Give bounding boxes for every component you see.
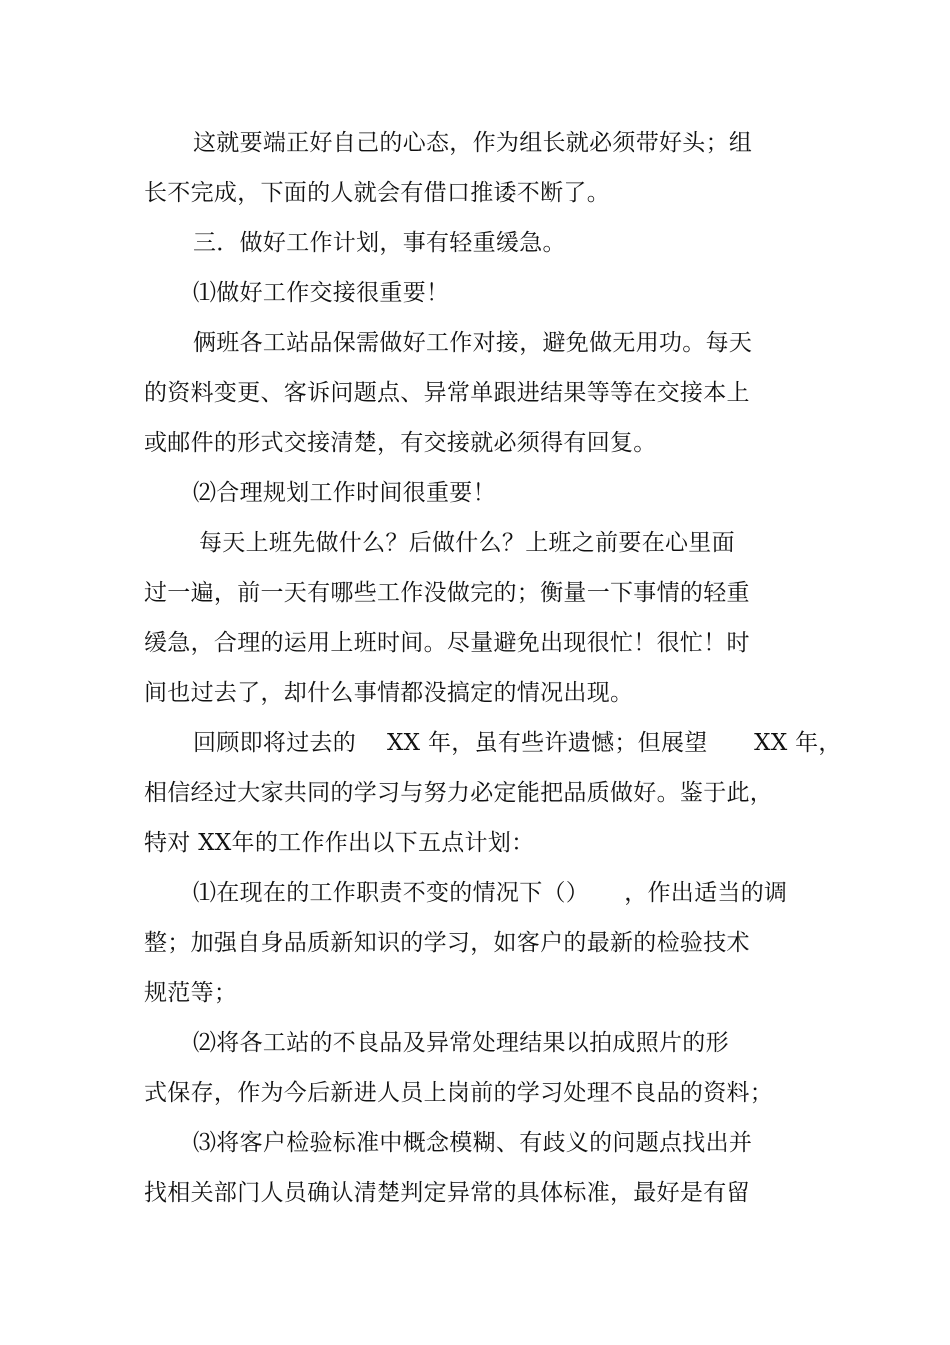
paragraph-line: 的资料变更、客诉问题点、异常单跟进结果等等在交接本上: [144, 380, 750, 406]
paragraph-line: 缓急，合理的运用上班时间。尽量避免出现很忙！很忙！时: [144, 630, 750, 656]
paragraph-line: 间也过去了，却什么事情都没搞定的情况出现。: [144, 680, 634, 706]
paragraph-line: 找相关部门人员确认清楚判定异常的具体标准，最好是有留: [144, 1180, 750, 1206]
paragraph-line: 规范等；: [144, 980, 238, 1006]
section-heading: 三．做好工作计划，事有轻重缓急。: [193, 230, 566, 256]
paragraph-line: 每天上班先做什么？后做什么？上班之前要在心里面: [199, 530, 735, 556]
paragraph-line: 回顾即将过去的 XX 年，虽有些许遗憾；但展望 XX 年，: [193, 730, 842, 756]
plan-item-line: ⑶将客户检验标准中概念模糊、有歧义的问题点找出并: [193, 1130, 753, 1156]
item-heading: ⑵合理规划工作时间很重要！: [193, 480, 496, 506]
paragraph-line: 长不完成，下面的人就会有借口推诿不断了。: [144, 180, 610, 206]
paragraph-line: 或邮件的形式交接清楚，有交接就必须得有回复。: [144, 430, 657, 456]
item-heading: ⑴做好工作交接很重要！: [193, 280, 450, 306]
paragraph-line: 俩班各工站品保需做好工作对接，避免做无用功。每天: [193, 330, 753, 356]
paragraph-line: 式保存，作为今后新进人员上岗前的学习处理不良品的资料；: [144, 1080, 774, 1106]
paragraph-line: 整；加强自身品质新知识的学习，如客户的最新的检验技术: [144, 930, 750, 956]
paragraph-line: 特对 XX年的工作作出以下五点计划：: [144, 830, 535, 856]
paragraph-line: 过一遍，前一天有哪些工作没做完的；衡量一下事情的轻重: [144, 580, 750, 606]
plan-item-line: ⑴在现在的工作职责不变的情况下（） ，作出适当的调: [193, 880, 788, 906]
paragraph-line: 这就要端正好自己的心态，作为组长就必须带好头；组: [193, 130, 753, 156]
plan-item-line: ⑵将各工站的不良品及异常处理结果以拍成照片的形: [193, 1030, 729, 1056]
paragraph-line: 相信经过大家共同的学习与努力必定能把品质做好。鉴于此，: [144, 780, 774, 806]
